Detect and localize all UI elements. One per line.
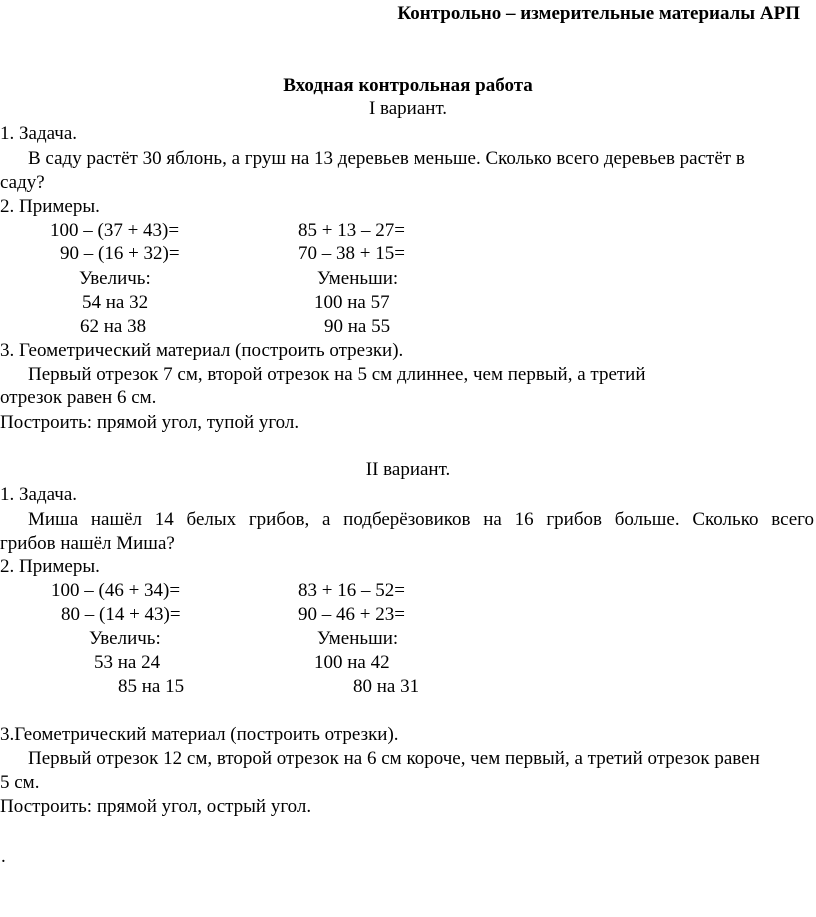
variant-2-examples-label: 2. Примеры. — [0, 556, 100, 577]
variant-1-geometry-line-2: отрезок равен 6 см. — [0, 387, 157, 408]
variant-2-task-line-2: грибов нашёл Миша? — [0, 533, 175, 554]
variant-1-expression: 90 – (16 + 32)= — [60, 243, 180, 264]
variant-2-geometry-label: 3.Геометрический материал (построить отрезки). — [0, 724, 399, 745]
variant-1-decrease-label: Уменьши: — [317, 268, 399, 289]
variant-1-increase-label: Увеличь: — [79, 268, 151, 289]
variant-2-expression: 90 – 46 + 23= — [298, 604, 405, 625]
variant-2-heading: II вариант. — [365, 459, 451, 480]
variant-1-examples-label: 2. Примеры. — [0, 196, 100, 217]
variant-2-increase-item: 53 на 24 — [94, 652, 161, 673]
variant-2-increase-label: Увеличь: — [89, 628, 161, 649]
variant-1-expression: 100 – (37 + 43)= — [50, 220, 180, 241]
variant-2-decrease-item: 100 на 42 — [314, 652, 390, 673]
document-header: Контрольно – измерительные материалы АРП — [397, 3, 800, 24]
variant-1-decrease-item: 100 на 57 — [314, 292, 390, 313]
trailing-dot: . — [1, 846, 6, 867]
variant-2-expression: 100 – (46 + 34)= — [51, 580, 181, 601]
variant-1-decrease-item: 90 на 55 — [324, 316, 391, 337]
variant-1-build: Построить: прямой угол, тупой угол. — [0, 412, 300, 433]
variant-1-task-line-1: В саду растёт 30 яблонь, а груш на 13 деревьев меньше. Сколько всего деревьев растёт в — [28, 148, 745, 169]
variant-1-task-line-2: саду? — [0, 172, 45, 193]
variant-2-expression: 83 + 16 – 52= — [298, 580, 405, 601]
variant-1-increase-item: 54 на 32 — [82, 292, 149, 313]
variant-1-task-label: 1. Задача. — [0, 123, 78, 144]
variant-1-geometry-line-1: Первый отрезок 7 см, второй отрезок на 5 см длиннее, чем первый, а третий — [28, 364, 646, 385]
variant-1-expression: 70 – 38 + 15= — [298, 243, 405, 264]
variant-2-geometry-line-2: 5 см. — [0, 772, 40, 793]
variant-1-increase-item: 62 на 38 — [80, 316, 147, 337]
document-title: Входная контрольная работа — [283, 75, 533, 96]
variant-2-task-line-1: Миша нашёл 14 белых грибов, а подберёзовиков на 16 грибов больше. Сколько всего — [28, 509, 814, 530]
variant-2-build: Построить: прямой угол, острый угол. — [0, 796, 312, 817]
variant-1-expression: 85 + 13 – 27= — [298, 220, 405, 241]
variant-2-expression: 80 – (14 + 43)= — [61, 604, 181, 625]
variant-2-increase-item: 85 на 15 — [118, 676, 185, 697]
variant-1-geometry-label: 3. Геометрический материал (построить отрезки). — [0, 340, 404, 361]
variant-2-geometry-line-1: Первый отрезок 12 см, второй отрезок на 6 см короче, чем первый, а третий отрезок равен — [28, 748, 760, 769]
variant-2-task-label: 1. Задача. — [0, 484, 78, 505]
variant-2-decrease-item: 80 на 31 — [353, 676, 420, 697]
variant-1-heading: I вариант. — [368, 98, 448, 119]
variant-2-decrease-label: Уменьши: — [317, 628, 399, 649]
